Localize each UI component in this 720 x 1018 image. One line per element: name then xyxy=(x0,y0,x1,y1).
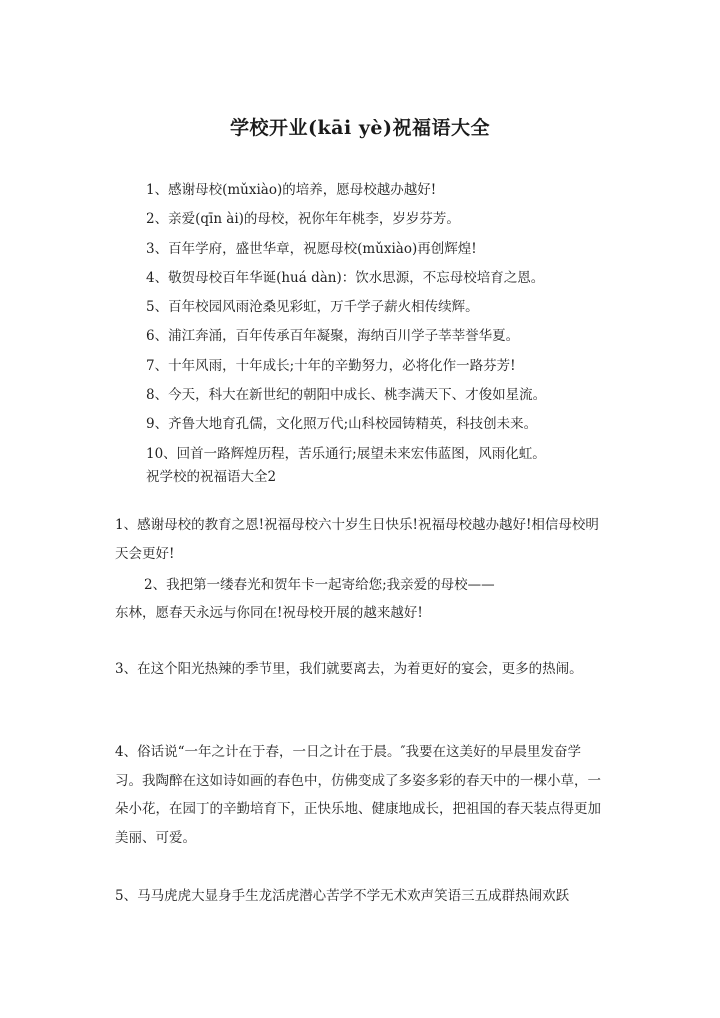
list-item: 10、回首一路辉煌历程，苦乐通行;展望未来宏伟蓝图，风雨化虹。 xyxy=(146,445,546,462)
list-item: 9、齐鲁大地育孔儒，文化照万代;山科校园铸精英，科技创未来。 xyxy=(146,416,538,433)
document-title: 学校开业(kāi yè)祝福语大全 xyxy=(230,117,490,139)
list-item: 5、百年校园风雨沧桑见彩虹，万千学子薪火相传续辉。 xyxy=(146,299,479,316)
paragraph: 5、马马虎虎大显身手生龙活虎潜心苦学不学无术欢声笑语三五成群热闹欢跃 xyxy=(115,888,570,904)
list-item: 3、百年学府，盛世华章，祝愿母校(mǔxiào)再创辉煌! xyxy=(146,240,477,257)
paragraph: 东林，愿春天永远与你同在!祝母校开展的越来越好! xyxy=(115,605,423,621)
list-item: 7、十年风雨，十年成长;十年的辛勤努力，必将化作一路芬芳! xyxy=(146,357,516,374)
paragraph: 4、俗话说“一年之计在于春，一日之计在于晨。″我要在这美好的早晨里发奋学习。我陶醉在这如诗如画的春色中，仿佛变成了多姿多彩的春天中的一棵小草，一朵小花，在园丁的辛勤培育下，正快乐地、健康地成长，把祖国的春天装点得更加美丽、可爱。 xyxy=(115,744,601,846)
paragraph: 1、感谢母校的教育之恩!祝福母校六十岁生日快乐!祝福母校越办越好!相信母校明天会更好! xyxy=(115,517,599,562)
blessing-list xyxy=(146,176,666,469)
paragraph: 3、在这个阳光热辣的季节里，我们就要离去，为着更好的宴会，更多的热闹。 xyxy=(115,661,583,677)
list-item: 4、敬贺母校百年华诞(huá dàn)：饮水思源，不忘母校培育之恩。 xyxy=(146,269,545,286)
section-heading: 祝学校的祝福语大全2 xyxy=(146,469,277,485)
list-item: 8、今天，科大在新世纪的朝阳中成长、桃李满天下、才俊如星流。 xyxy=(146,387,547,404)
list-item: 1、感谢母校(mǔxiào)的培养，愿母校越办越好! xyxy=(146,182,437,198)
list-item: 6、浦江奔涌，百年传承百年凝聚，海纳百川学子莘莘誉华夏。 xyxy=(146,328,520,345)
paragraph: 2、我把第一缕春光和贺年卡一起寄给您;我亲爱的母校—— xyxy=(144,577,495,593)
list-item: 2、亲爱(qīn ài)的母校，祝你年年桃李，岁岁芬芳。 xyxy=(146,211,460,228)
